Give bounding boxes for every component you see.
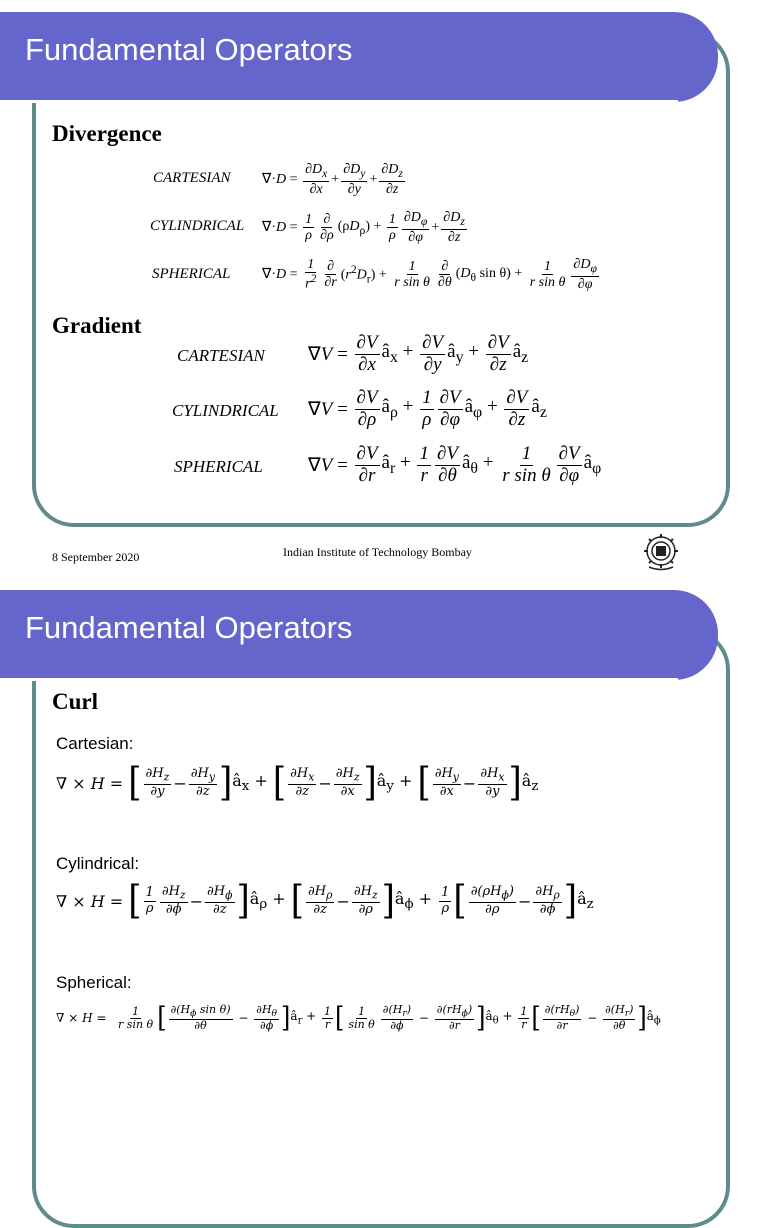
slide-2 xyxy=(0,578,768,1035)
gradient-heading: Gradient xyxy=(52,313,142,338)
footer-institute: Indian Institute of Technology Bombay xyxy=(283,545,472,559)
curl-spherical-equation: ∇ × H = $\frac{1}{\text{r sin θ}}$ [ $\frac{\partial(H_\phi \sin \theta)}{\partial\theta}$ − $\frac{\partial H_\theta}{\partial\phi}$ ] $â_r$ + $\frac{1}{r}$ [ $\frac{1}{\text{sin θ}}$ $\frac{\partial(H_r)}{\partial\phi}$ − $\frac{\partial(rH_\phi)}{\partial r}$ ] $â_\theta$ + $\frac{1}{r}$ [ $\frac{\partial(rH_\theta)}{\partial r}$ − $\frac{\partial(H_r)}{\partial\theta}$ ] $â_\phi$ xyxy=(56,1002,661,1035)
title-underline xyxy=(0,678,678,681)
divergence-cylindrical-equation: ∇·D = $\frac{1}{\rho}$ $\frac{\partial}{\partial\rho}$ $(\rho D_\rho)$ + $\frac{1}{\rho}$ $\frac{\partial D_\varphi}{\partial\varphi}$ + $\frac{\partial D_z}{\partial z}$ xyxy=(262,210,465,245)
divergence-spherical-equation: ∇·D = $\frac{1}{r^2}$ $\frac{\partial}{\partial r}$ $(r^2D_r)$ + $\frac{1}{\text{r sin θ}}$ $\frac{\partial}{\partial\theta}$ ($D_\theta$ sin θ) + $\frac{1}{\text{r sin θ}}$ $\frac{\partial D_\varphi}{\partial\varphi}$ xyxy=(262,257,597,293)
title-underline xyxy=(0,100,678,103)
divergence-heading: Divergence xyxy=(52,121,162,146)
label-cartesian: Cartesian: xyxy=(56,734,134,753)
label-spherical: Spherical: xyxy=(56,973,132,992)
label-cartesian: CARTESIAN xyxy=(177,346,265,365)
curl-heading: Curl xyxy=(52,689,98,714)
slide-frame xyxy=(32,628,730,1228)
label-spherical: SPHERICAL xyxy=(174,457,263,476)
label-cartesian: CARTESIAN xyxy=(153,170,231,186)
slide-title: Fundamental Operators xyxy=(25,610,353,645)
slide-1 xyxy=(0,0,768,578)
title-bar xyxy=(0,12,718,102)
gradient-cylindrical-equation: ∇V = $\frac{\partial V}{\partial\rho}$ $â_\rho$ + $\frac{1}{\rho}$ $\frac{\partial V}{\partial\varphi}$ $â_\varphi$ + $\frac{\partial V}{\partial z}$ $â_z$ xyxy=(308,387,547,430)
slide-title: Fundamental Operators xyxy=(25,32,353,67)
gradient-spherical-equation: ∇V = $\frac{\partial V}{\partial r}$ $â_r$ + $\frac{1}{r}$ $\frac{\partial V}{\partial\theta}$ $â_\theta$ + $\frac{1}{\text{r sin θ}}$ $\frac{\partial V}{\partial\varphi}$ $â_\varphi$ xyxy=(308,443,602,486)
curl-cartesian-equation: ∇ × H = [ $\frac{\partial H_z}{\partial y}$ − $\frac{\partial H_y}{\partial z}$ ] $â_x$ + [ $\frac{\partial H_x}{\partial z}$ − $\frac{\partial H_z}{\partial x}$ ] $â_y$ + [ $\frac{\partial H_y}{\partial x}$ − $\frac{\partial H_x}{\partial y}$ ] $â_z$ xyxy=(56,760,539,806)
label-cylindrical: CYLINDRICAL xyxy=(172,401,279,420)
label-cylindrical: CYLINDRICAL xyxy=(150,218,245,234)
gradient-cartesian-equation: ∇V = $\frac{\partial V}{\partial x}$ $â_x$ + $\frac{\partial V}{\partial y}$ $â_y$ + $\frac{\partial V}{\partial z}$ $â_z$ xyxy=(308,332,529,375)
footer-date: 8 September 2020 xyxy=(52,550,140,564)
label-cylindrical: Cylindrical: xyxy=(56,854,140,873)
label-spherical: SPHERICAL xyxy=(152,266,231,282)
divergence-cartesian-equation: ∇·D = $\frac{\partial D_x}{\partial x}$ + $\frac{\partial D_y}{\partial y}$ + $\frac{\partial D_z}{\partial z}$ xyxy=(262,162,403,197)
curl-cylindrical-equation: ∇ × H = [ $\frac{1}{\rho}$ $\frac{\partial H_z}{\partial\phi}$ − $\frac{\partial H_\phi}{\partial z}$ ] $â_\rho$ + [ $\frac{\partial H_\rho}{\partial z}$ − $\frac{\partial H_z}{\partial\rho}$ ] $â_\phi$ + $\frac{1}{\rho}$ [ $\frac{\partial(\rho H_\phi)}{\partial\rho}$ − $\frac{\partial H_\rho}{\partial\phi}$ ] $â_z$ xyxy=(56,878,594,924)
title-bar xyxy=(0,590,718,680)
iit-bombay-logo-icon xyxy=(641,532,681,572)
